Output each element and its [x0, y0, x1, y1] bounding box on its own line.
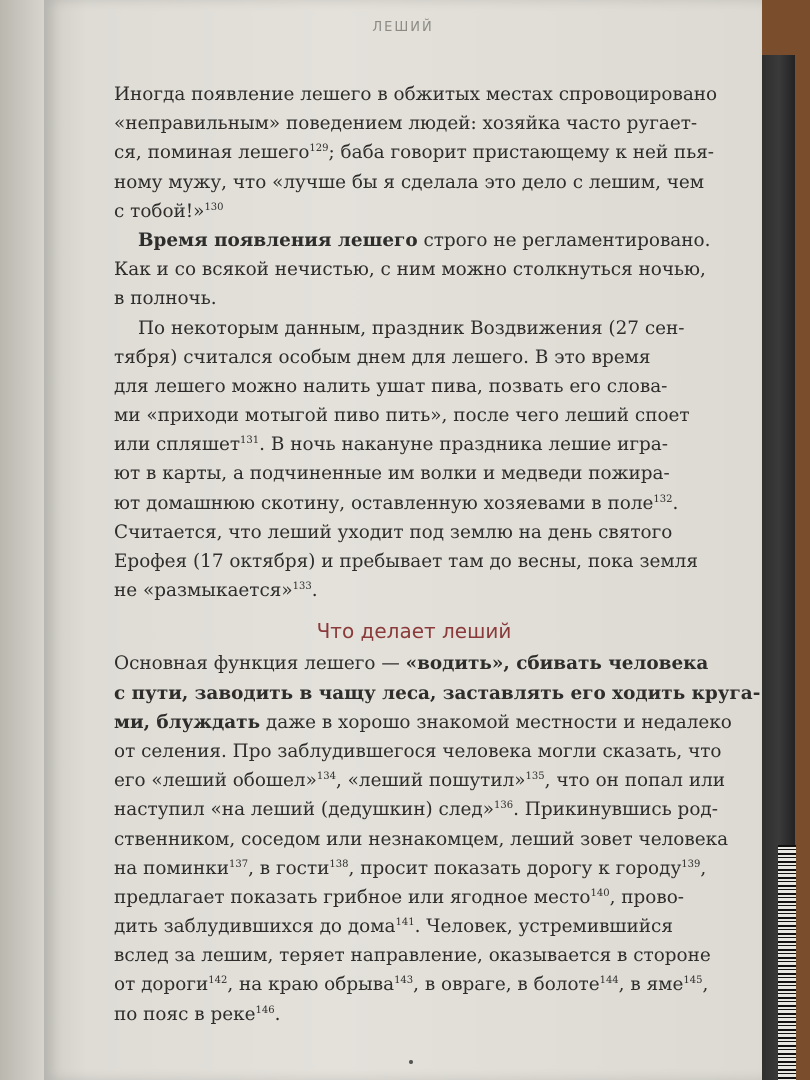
text-line: в полночь.: [114, 288, 217, 310]
text-line: Основная функция лешего — «водить», сбивать человека: [114, 653, 709, 675]
text-line: ми, блуждать даже в хорошо знакомой местности и недалеко: [114, 711, 732, 733]
text-line: по пояс в реке$^{146}$.: [114, 1003, 281, 1025]
text-line: дить заблудившихся до дома$^{141}$. Человек, устремившийся: [114, 916, 673, 938]
footnote-ref: 133: [292, 581, 312, 593]
footnote-ref: 130: [204, 201, 224, 213]
paragraph-2: [114, 226, 714, 314]
page-dot: [409, 1060, 413, 1064]
barcode: [778, 845, 796, 1080]
facing-page-edge: [0, 0, 46, 1080]
text-line: ют в карты, а подчиненные им волки и медведи пожира-: [114, 463, 670, 485]
text-line: Считается, что леший уходит под землю на день святого: [114, 521, 673, 543]
running-head: ЛЕШИЙ: [372, 20, 434, 35]
text-line: Время появления лешего строго не регламентировано.: [138, 229, 711, 251]
text-line: его «леший обошел»$^{134}$, «леший пошутил»$^{135}$, что он попал или: [114, 770, 726, 792]
text-line: Иногда появление лешего в обжитых местах спровоцировано: [114, 84, 718, 105]
footnote-ref: 129: [309, 143, 329, 155]
section-heading: Что делает леший: [316, 619, 512, 644]
text-line: ному мужу, что «лучше бы я сделала это дело с лешим, чем: [114, 171, 705, 193]
text-line: не «размыкается»$^{133}$.: [114, 580, 318, 602]
text-line: на поминки$^{137}$, в гости$^{138}$, просит показать дорогу к городу$^{139}$,: [114, 857, 707, 879]
text-line: от дороги$^{142}$, на краю обрыва$^{143}$, в овраге, в болоте$^{144}$, в яме$^{145}$,: [114, 974, 709, 996]
text-line: или спляшет$^{131}$. В ночь накануне праздника лешие игра-: [114, 434, 668, 456]
text-line: для лешего можно налить ушат пива, позвать его слова-: [114, 375, 668, 397]
text-line: вслед за лешим, теряет направление, оказывается в стороне: [114, 945, 711, 967]
paragraph-4: [114, 649, 761, 1028]
paragraph-3: [114, 314, 714, 606]
text-line: Ерофея (17 октября) и пребывает там до весны, пока земля: [114, 551, 698, 572]
text-line: «неправильным» поведением людей: хозяйка часто ругает-: [114, 113, 698, 135]
text-line: По некоторым данным, праздник Воздвижения (27 сен-: [138, 317, 685, 339]
text-line: ственником, соседом или незнакомцем, леший зовет человека: [114, 828, 729, 850]
text-line: наступил «на леший (дедушкин) след»$^{136}$. Прикинувшись род-: [114, 799, 718, 821]
text-line: от селения. Про заблудившегося человека могли сказать, что: [114, 740, 722, 762]
bold-term: Время появления лешего: [138, 229, 418, 251]
text-line: Как и со всякой нечистью, с ним можно столкнуться ночью,: [114, 259, 706, 281]
text-line: ми «приходи мотыгой пиво пить», после чего леший споет: [114, 405, 690, 427]
text-line: с тобой!»$^{130}$: [114, 200, 224, 222]
text-line: с пути, заводить в чащу леса, заставлять его ходить круга-: [114, 682, 761, 704]
text-line: ся, поминая лешего$^{129}$; баба говорит пристающему к ней пья-: [114, 142, 715, 164]
footnote-ref: 132: [653, 493, 673, 505]
page-text: [114, 80, 761, 1029]
footnote-ref: 131: [240, 435, 260, 447]
text-line: тября) считался особым днем для лешего. В это время: [114, 346, 651, 368]
paragraph-1: [114, 80, 718, 226]
text-line: ют домашнюю скотину, оставленную хозяевами в поле$^{132}$.: [114, 492, 679, 514]
text-line: предлагает показать грибное или ягодное место$^{140}$, прово-: [114, 886, 684, 908]
book-page: [44, 0, 762, 1080]
